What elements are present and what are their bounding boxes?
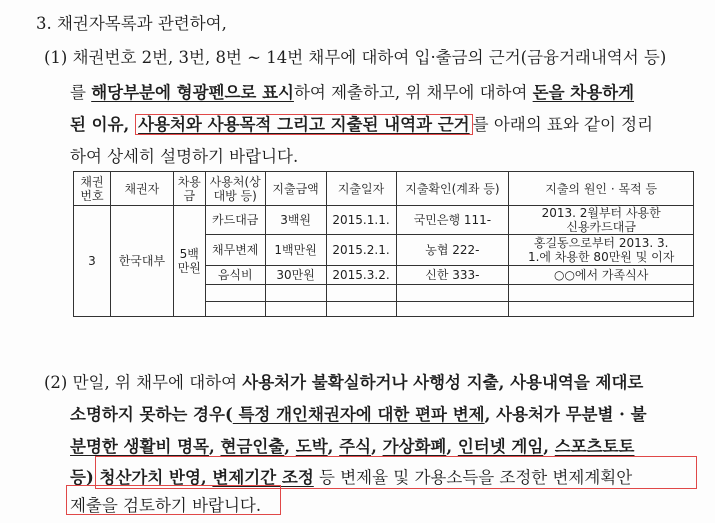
date-cell: 2015.2.1. bbox=[326, 235, 396, 266]
item1-line2 bbox=[70, 79, 634, 103]
item2-living-expense: 분명한 생활비 명목 bbox=[70, 437, 210, 456]
item2-period-adjust: 변제기간 조정 bbox=[212, 468, 314, 487]
item2-sep: , bbox=[209, 437, 221, 456]
item2-sports-toto: 스포츠토토 bbox=[554, 437, 635, 456]
reason-cell: 2013. 2월부터 사용한 신용카드대금 bbox=[509, 206, 694, 235]
item2-preferential-phrase: 특정 개인채권자에 대한 편파 변제 bbox=[232, 405, 485, 424]
header-use: 사용처(상 대방 등) bbox=[205, 172, 265, 206]
header-reason: 지출의 원인 · 목적 등 bbox=[509, 172, 694, 206]
use-cell: 카드대금 bbox=[205, 206, 265, 235]
item2-liquidation: 청산가치 반영 bbox=[99, 468, 201, 487]
item2-sep: , bbox=[284, 437, 296, 456]
item1-line2-text-a: 를 bbox=[70, 83, 92, 102]
item2-sep: , bbox=[200, 468, 213, 487]
item1-highlight-phrase: 해당부분에 형광펜으로 표시 bbox=[91, 83, 294, 102]
item2-sep: , bbox=[446, 437, 458, 456]
item1-usage-boxed-phrase: 사용처와 사용목적 그리고 지출된 내역과 근거 bbox=[135, 114, 473, 135]
expense-table bbox=[73, 171, 694, 317]
item2-line3 bbox=[70, 433, 634, 457]
header-loan: 차용 금 bbox=[173, 172, 205, 206]
item2-line2 bbox=[70, 401, 647, 425]
header-date: 지출일자 bbox=[326, 172, 396, 206]
item2-sep: , bbox=[327, 437, 340, 456]
item1-reason-phrase: 된 이유, bbox=[70, 115, 136, 134]
header-amount: 지출금액 bbox=[265, 172, 326, 206]
item2-line4-text-a: 등) bbox=[70, 468, 100, 487]
section-heading: 3. 채권자목록과 관련하여, bbox=[36, 14, 227, 33]
item2-cash: 현금인출 bbox=[220, 437, 285, 456]
header-creditor-no: 채권 번호 bbox=[74, 172, 111, 206]
item2-sep: , bbox=[371, 437, 383, 456]
creditor-no-cell: 3 bbox=[74, 206, 111, 317]
item2-crypto: 가상화폐 bbox=[382, 437, 447, 456]
item1-line4: 하여 상세히 설명하기 바랍니다. bbox=[70, 147, 299, 166]
item1-borrow-phrase: 돈을 차용하게 bbox=[532, 83, 635, 102]
item1-line1: (1) 채권번호 2번, 3번, 8번 ~ 14번 채무에 대하여 입·출금의 근거(금융거래내역서 등) bbox=[44, 48, 667, 67]
creditor-cell: 한국대부 bbox=[110, 206, 173, 317]
date-cell: 2015.1.1. bbox=[326, 206, 396, 235]
proof-cell: 신한 333- bbox=[396, 266, 509, 285]
item2-uncertain-phrase: 사용처가 불확실하거나 사행성 지출, 사용내역을 제대로 bbox=[242, 373, 644, 392]
reason-cell: ○○에서 가족식사 bbox=[509, 266, 694, 285]
proof-cell: 국민은행 111- bbox=[396, 206, 509, 235]
amount-cell: 1백만원 bbox=[265, 235, 326, 266]
date-cell: 2015.3.2. bbox=[326, 266, 396, 285]
item1-line3-text-c: 를 아래의 표와 같이 정리 bbox=[472, 115, 654, 134]
table-row bbox=[74, 206, 694, 235]
item2-line4-text-e: 등 변제율 및 가용소득을 조정한 변제계획안 bbox=[313, 468, 633, 487]
item2-line2-text-a: 소명하지 못하는 경우( bbox=[70, 405, 233, 424]
item2-gambling: 도박 bbox=[295, 437, 328, 456]
reason-cell: 홍길동으로부터 2013. 3. 1.에 차용한 80만원 및 이자 bbox=[509, 235, 694, 266]
item2-line2-text-c: , 사용처가 무분별 · 불 bbox=[484, 405, 647, 424]
proof-cell: 농협 222- bbox=[396, 235, 509, 266]
use-cell: 채무변제 bbox=[205, 235, 265, 266]
item2-line1-text-a: (2) 만일, 위 채무에 대하여 bbox=[44, 373, 243, 392]
use-cell: 음식비 bbox=[205, 266, 265, 285]
amount-cell: 30만원 bbox=[265, 266, 326, 285]
item2-line5: 제출을 검토하기 바랍니다. bbox=[70, 496, 262, 515]
amount-cell: 3백원 bbox=[265, 206, 326, 235]
item2-line4 bbox=[70, 464, 632, 488]
item2-line1 bbox=[44, 369, 643, 393]
item2-stock: 주식 bbox=[339, 437, 372, 456]
item1-line3 bbox=[70, 111, 653, 135]
loan-cell: 5백 만원 bbox=[173, 206, 205, 317]
item1-line2-text-c: 하여 제출하고, 위 채무에 대하여 bbox=[293, 83, 533, 102]
header-creditor: 채권자 bbox=[110, 172, 173, 206]
item2-sep: , bbox=[543, 437, 555, 456]
item2-internet-game: 인터넷 게임 bbox=[457, 437, 544, 456]
header-proof: 지출확인(계좌 등) bbox=[396, 172, 509, 206]
